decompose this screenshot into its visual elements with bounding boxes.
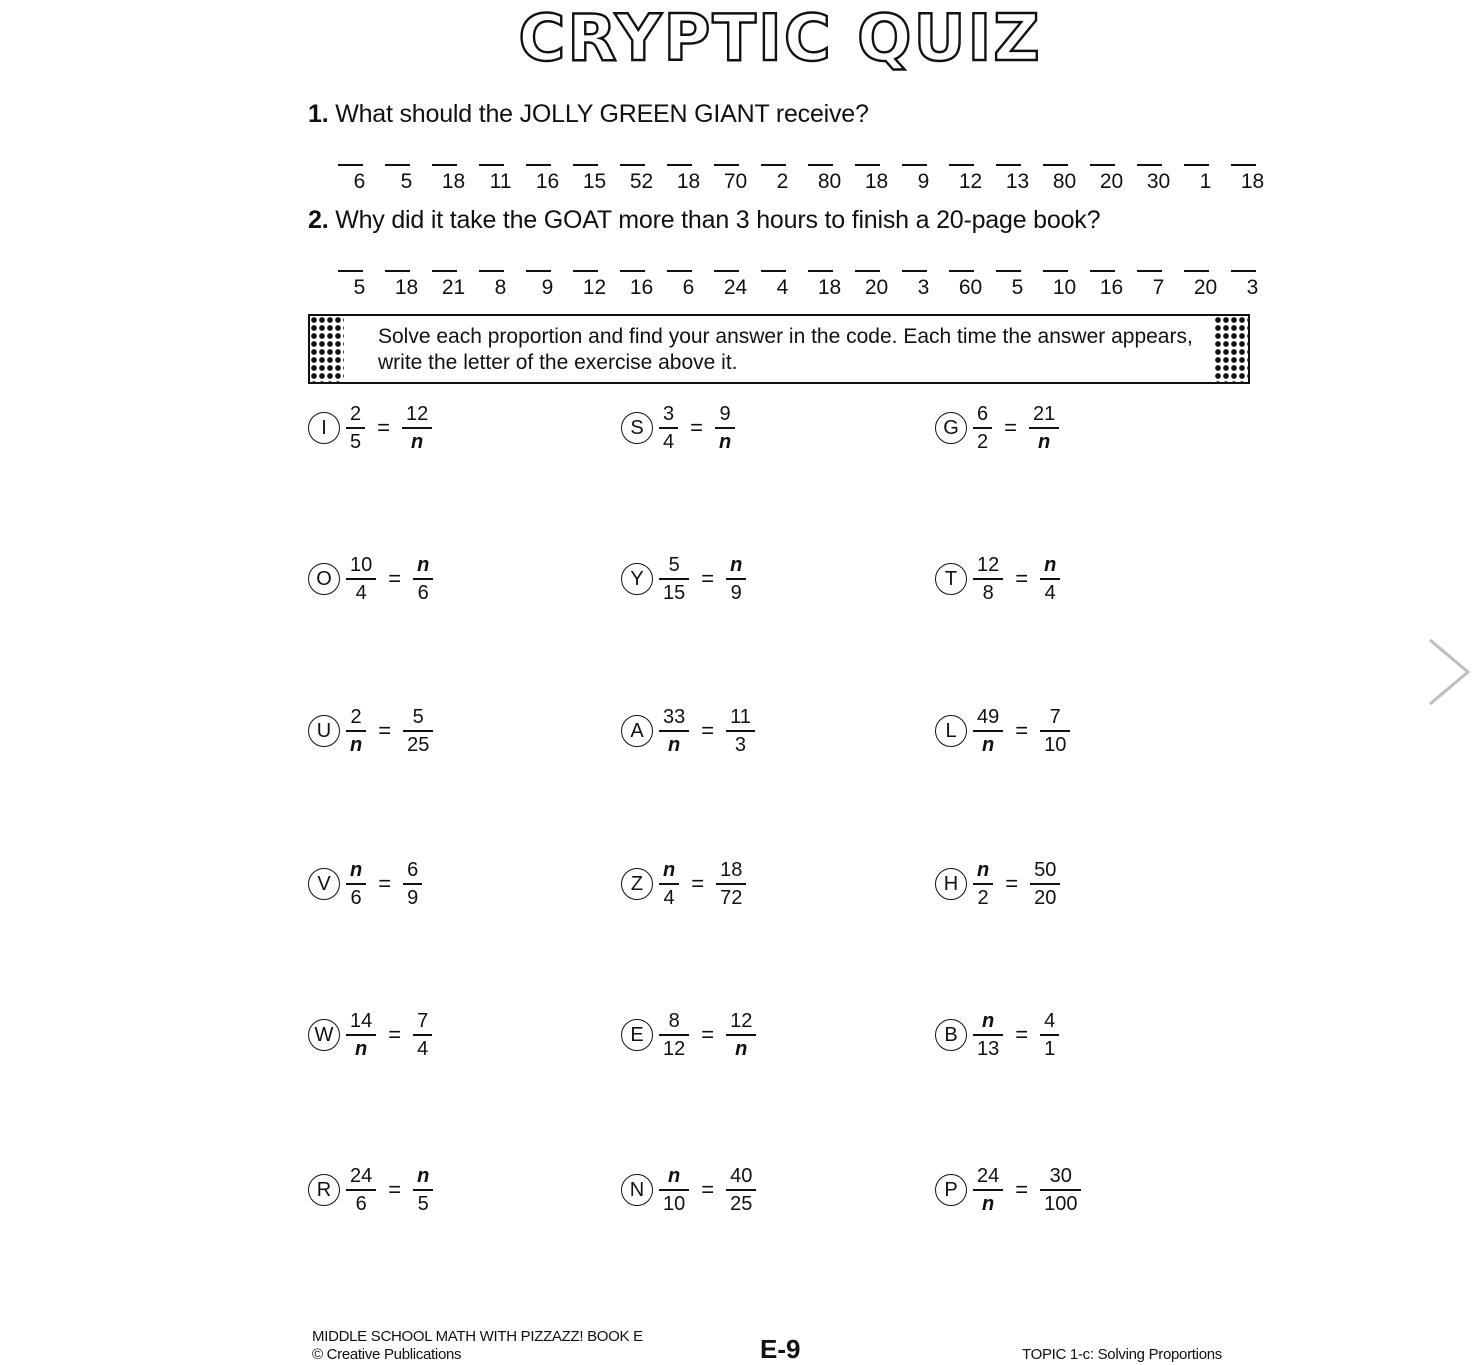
numerator: n bbox=[663, 859, 676, 882]
denominator: 5 bbox=[417, 1192, 429, 1215]
fraction bbox=[405, 706, 431, 755]
denominator: 12 bbox=[663, 1037, 686, 1060]
fraction-bar bbox=[726, 1034, 756, 1035]
numerator: n bbox=[417, 554, 430, 577]
exercise-letter: Z bbox=[621, 868, 653, 900]
fraction-bar bbox=[346, 1034, 376, 1035]
denominator: 5 bbox=[350, 430, 362, 453]
code-cell: 10 bbox=[1041, 270, 1088, 300]
exercise-h bbox=[935, 854, 1058, 914]
code-cell: 13 bbox=[994, 164, 1041, 194]
equals-sign: = bbox=[701, 718, 715, 743]
denominator: 6 bbox=[350, 886, 362, 909]
exercise-letter: W bbox=[308, 1019, 340, 1051]
fraction-bar bbox=[413, 578, 433, 579]
denominator: 8 bbox=[982, 581, 994, 604]
fraction-bar bbox=[1040, 1034, 1059, 1035]
numerator: 11 bbox=[730, 706, 751, 729]
exercise-w bbox=[308, 1005, 430, 1065]
equals-sign: = bbox=[1015, 566, 1029, 591]
numerator: n bbox=[730, 554, 743, 577]
footer-page-number: E-9 bbox=[760, 1334, 801, 1364]
numerator: 12 bbox=[977, 554, 1000, 577]
denominator: 4 bbox=[663, 430, 675, 453]
fraction-bar bbox=[973, 730, 1003, 731]
fraction-bar bbox=[659, 730, 689, 731]
fraction bbox=[415, 1010, 430, 1059]
fraction bbox=[348, 706, 364, 755]
equals-sign: = bbox=[1005, 871, 1019, 896]
numerator: 5 bbox=[412, 706, 424, 729]
numerator: 33 bbox=[663, 706, 686, 729]
exercise-z bbox=[621, 854, 744, 914]
fraction-bar bbox=[346, 427, 365, 428]
fraction-bar bbox=[1030, 883, 1060, 884]
numerator: 6 bbox=[977, 403, 989, 426]
fraction bbox=[728, 1165, 754, 1214]
footer-copyright: © Creative Publications bbox=[312, 1346, 462, 1363]
denominator: 72 bbox=[720, 886, 743, 909]
code-cell: 12 bbox=[571, 270, 618, 300]
code-cell: 80 bbox=[1041, 164, 1088, 194]
fraction bbox=[1042, 554, 1058, 603]
exercise-a bbox=[621, 701, 753, 761]
question-2-code-row bbox=[336, 270, 1276, 300]
fraction-bar bbox=[659, 1034, 689, 1035]
exercise-letter: H bbox=[935, 868, 967, 900]
code-cell: 11 bbox=[477, 164, 524, 194]
numerator: 21 bbox=[1032, 403, 1056, 426]
exercise-letter: U bbox=[308, 715, 340, 747]
exercise-p bbox=[935, 1160, 1079, 1220]
chevron-right-icon[interactable] bbox=[1424, 636, 1472, 708]
equals-sign: = bbox=[701, 566, 715, 591]
fraction bbox=[661, 403, 676, 452]
denominator: n bbox=[350, 733, 363, 756]
code-cell: 3 bbox=[1229, 270, 1276, 300]
numerator: n bbox=[982, 1010, 995, 1033]
fraction bbox=[975, 859, 991, 908]
fraction-bar bbox=[973, 1189, 1003, 1190]
exercise-letter: A bbox=[621, 715, 653, 747]
numerator: 7 bbox=[417, 1010, 429, 1033]
equals-sign: = bbox=[1015, 718, 1029, 743]
exercise-letter: O bbox=[308, 563, 340, 595]
numerator: 18 bbox=[720, 859, 743, 882]
equals-sign: = bbox=[378, 718, 392, 743]
equals-sign: = bbox=[1015, 1022, 1029, 1047]
fraction bbox=[348, 554, 374, 603]
exercise-y bbox=[621, 549, 744, 609]
fraction-bar bbox=[715, 427, 735, 428]
denominator: 100 bbox=[1044, 1192, 1078, 1215]
exercise-letter: B bbox=[935, 1019, 967, 1051]
exercise-s bbox=[621, 398, 733, 458]
code-cell: 60 bbox=[947, 270, 994, 300]
equals-sign: = bbox=[701, 1022, 715, 1047]
exercise-letter: R bbox=[308, 1174, 340, 1206]
denominator: 9 bbox=[730, 581, 742, 604]
fraction-bar bbox=[346, 730, 366, 731]
numerator: 4 bbox=[1044, 1010, 1056, 1033]
fraction-bar bbox=[659, 883, 679, 884]
fraction bbox=[661, 706, 687, 755]
code-cell: 80 bbox=[806, 164, 853, 194]
exercise-n bbox=[621, 1160, 754, 1220]
fraction bbox=[661, 859, 677, 908]
fraction bbox=[1031, 403, 1057, 452]
numerator: 24 bbox=[350, 1165, 373, 1188]
fraction bbox=[975, 706, 1001, 755]
fraction bbox=[1042, 1165, 1079, 1214]
code-cell: 16 bbox=[1088, 270, 1135, 300]
exercise-v bbox=[308, 854, 420, 914]
numerator: 50 bbox=[1034, 859, 1057, 882]
numerator: 12 bbox=[405, 403, 429, 426]
fraction-bar bbox=[1029, 427, 1059, 428]
fraction-bar bbox=[413, 1034, 432, 1035]
denominator: n bbox=[982, 733, 995, 756]
fraction bbox=[348, 403, 363, 452]
fraction bbox=[661, 554, 687, 603]
fraction bbox=[348, 859, 364, 908]
denominator: 6 bbox=[355, 1192, 367, 1215]
fraction-bar bbox=[973, 1034, 1003, 1035]
equals-sign: = bbox=[388, 1022, 402, 1047]
numerator: n bbox=[1044, 554, 1057, 577]
exercise-letter: V bbox=[308, 868, 340, 900]
code-cell: 20 bbox=[1088, 164, 1135, 194]
equals-sign: = bbox=[388, 1177, 402, 1202]
instructions-box bbox=[308, 314, 1250, 384]
denominator: 4 bbox=[355, 581, 367, 604]
code-cell: 18 bbox=[665, 164, 712, 194]
numerator: 12 bbox=[730, 1010, 753, 1033]
code-cell: 5 bbox=[994, 270, 1041, 300]
fraction bbox=[728, 706, 753, 755]
code-cell: 18 bbox=[383, 270, 430, 300]
code-cell: 16 bbox=[524, 164, 571, 194]
denominator: 25 bbox=[730, 1192, 753, 1215]
fraction-bar bbox=[1040, 578, 1060, 579]
fraction-bar bbox=[726, 730, 755, 731]
numerator: 49 bbox=[977, 706, 1000, 729]
denominator: 2 bbox=[977, 886, 989, 909]
equals-sign: = bbox=[388, 566, 402, 591]
denominator: 2 bbox=[977, 430, 989, 453]
fraction bbox=[405, 859, 420, 908]
code-cell: 24 bbox=[712, 270, 759, 300]
numerator: 10 bbox=[350, 554, 373, 577]
fraction-bar bbox=[659, 1189, 689, 1190]
denominator: 10 bbox=[1044, 733, 1067, 756]
code-cell: 5 bbox=[336, 270, 383, 300]
denominator: 9 bbox=[407, 886, 419, 909]
exercise-letter: Y bbox=[621, 563, 653, 595]
exercise-r bbox=[308, 1160, 431, 1220]
exercise-l bbox=[935, 701, 1068, 761]
fraction bbox=[728, 1010, 754, 1059]
numerator: 9 bbox=[719, 403, 731, 426]
fraction-bar bbox=[973, 578, 1003, 579]
question-1-number: 1. bbox=[308, 100, 329, 128]
question-1-text: What should the JOLLY GREEN GIANT receive? bbox=[335, 100, 869, 128]
denominator: 10 bbox=[663, 1192, 686, 1215]
fraction bbox=[1032, 859, 1058, 908]
fraction-bar bbox=[413, 1189, 433, 1190]
exercise-letter: G bbox=[935, 412, 967, 444]
footer-book-info bbox=[312, 1328, 643, 1364]
fraction bbox=[661, 1165, 687, 1214]
fraction-bar bbox=[716, 883, 746, 884]
fraction bbox=[975, 1010, 1001, 1059]
fraction bbox=[718, 859, 744, 908]
code-cell: 9 bbox=[524, 270, 571, 300]
exercise-letter: I bbox=[308, 412, 340, 444]
fraction-bar bbox=[973, 883, 993, 884]
fraction bbox=[661, 1010, 687, 1059]
code-cell: 20 bbox=[1182, 270, 1229, 300]
fraction-bar bbox=[659, 427, 678, 428]
code-cell: 8 bbox=[477, 270, 524, 300]
numerator: 30 bbox=[1049, 1165, 1072, 1188]
denominator: 1 bbox=[1044, 1037, 1056, 1060]
exercise-letter: S bbox=[621, 412, 653, 444]
question-2 bbox=[308, 206, 1100, 235]
code-cell: 18 bbox=[1229, 164, 1276, 194]
fraction bbox=[415, 1165, 431, 1214]
fraction bbox=[415, 554, 431, 603]
fraction-bar bbox=[973, 427, 992, 428]
denominator: n bbox=[718, 430, 732, 453]
code-cell: 12 bbox=[947, 164, 994, 194]
code-cell: 5 bbox=[383, 164, 430, 194]
exercise-i bbox=[308, 398, 430, 458]
numerator: 40 bbox=[730, 1165, 753, 1188]
exercise-g bbox=[935, 398, 1057, 458]
footer-book-title: MIDDLE SCHOOL MATH WITH PIZZAZZ! BOOK E bbox=[312, 1328, 643, 1345]
denominator: 13 bbox=[977, 1037, 1000, 1060]
code-cell: 3 bbox=[900, 270, 947, 300]
equals-sign: = bbox=[378, 871, 392, 896]
exercise-letter: T bbox=[935, 563, 967, 595]
fraction-bar bbox=[726, 578, 746, 579]
exercise-letter: N bbox=[621, 1174, 653, 1206]
code-cell: 70 bbox=[712, 164, 759, 194]
code-cell: 6 bbox=[336, 164, 383, 194]
exercise-letter: P bbox=[935, 1174, 967, 1206]
exercise-letter: L bbox=[935, 715, 967, 747]
numerator: 2 bbox=[350, 403, 362, 426]
numerator: n bbox=[417, 1165, 430, 1188]
question-2-text: Why did it take the GOAT more than 3 hours to finish a 20-page book? bbox=[335, 206, 1101, 234]
question-2-number: 2. bbox=[308, 206, 329, 234]
numerator: n bbox=[350, 859, 363, 882]
fraction-bar bbox=[346, 883, 366, 884]
numerator: 24 bbox=[977, 1165, 1000, 1188]
numerator: 2 bbox=[350, 706, 362, 729]
fraction bbox=[404, 403, 430, 452]
code-cell: 4 bbox=[759, 270, 806, 300]
page-title: CRYPTIC QUIZ bbox=[518, 2, 1042, 76]
code-cell: 1 bbox=[1182, 164, 1229, 194]
numerator: 3 bbox=[663, 403, 675, 426]
fraction bbox=[975, 403, 990, 452]
equals-sign: = bbox=[1015, 1177, 1029, 1202]
dot-pattern-left bbox=[310, 316, 344, 382]
denominator: 6 bbox=[417, 581, 429, 604]
question-1 bbox=[308, 100, 869, 129]
numerator: 6 bbox=[407, 859, 419, 882]
exercise-b bbox=[935, 1005, 1057, 1065]
code-cell: 7 bbox=[1135, 270, 1182, 300]
denominator: 4 bbox=[417, 1037, 429, 1060]
numerator: n bbox=[668, 1165, 681, 1188]
code-cell: 2 bbox=[759, 164, 806, 194]
fraction bbox=[975, 1165, 1001, 1214]
exercise-letter: E bbox=[621, 1019, 653, 1051]
fraction-bar bbox=[346, 578, 376, 579]
exercise-t bbox=[935, 549, 1058, 609]
code-cell: 9 bbox=[900, 164, 947, 194]
fraction-bar bbox=[659, 578, 689, 579]
exercise-e bbox=[621, 1005, 754, 1065]
code-cell: 18 bbox=[430, 164, 477, 194]
code-cell: 6 bbox=[665, 270, 712, 300]
numerator: 8 bbox=[668, 1010, 680, 1033]
code-cell: 18 bbox=[853, 164, 900, 194]
fraction-bar bbox=[402, 427, 432, 428]
denominator: n bbox=[1038, 430, 1051, 453]
denominator: n bbox=[982, 1192, 995, 1215]
fraction-bar bbox=[726, 1189, 756, 1190]
denominator: n bbox=[668, 733, 681, 756]
fraction-bar bbox=[1040, 730, 1070, 731]
code-cell: 52 bbox=[618, 164, 665, 194]
fraction bbox=[1042, 706, 1068, 755]
footer-topic: TOPIC 1-c: Solving Proportions bbox=[1022, 1346, 1222, 1363]
equals-sign: = bbox=[1004, 415, 1017, 440]
fraction bbox=[975, 554, 1001, 603]
question-1-code-row bbox=[336, 164, 1276, 194]
denominator: 25 bbox=[407, 733, 430, 756]
code-cell: 20 bbox=[853, 270, 900, 300]
denominator: 4 bbox=[1044, 581, 1056, 604]
denominator: 4 bbox=[663, 886, 675, 909]
code-cell: 30 bbox=[1135, 164, 1182, 194]
code-cell: 18 bbox=[806, 270, 853, 300]
denominator: 15 bbox=[663, 581, 686, 604]
equals-sign: = bbox=[701, 1177, 715, 1202]
fraction bbox=[348, 1165, 374, 1214]
numerator: 5 bbox=[668, 554, 680, 577]
fraction-bar bbox=[346, 1189, 376, 1190]
fraction bbox=[717, 403, 733, 452]
code-cell: 16 bbox=[618, 270, 665, 300]
numerator: n bbox=[977, 859, 990, 882]
equals-sign: = bbox=[691, 871, 705, 896]
fraction-bar bbox=[403, 883, 422, 884]
code-cell: 15 bbox=[571, 164, 618, 194]
code-cell: 21 bbox=[430, 270, 477, 300]
denominator: n bbox=[411, 430, 424, 453]
instructions-text: Solve each proportion and find your answer in the code. Each time the answer appears, write the letter of the exercise above it. bbox=[378, 325, 1193, 374]
exercise-u bbox=[308, 701, 431, 761]
exercise-o bbox=[308, 549, 431, 609]
numerator: 7 bbox=[1049, 706, 1061, 729]
dot-pattern-right bbox=[1214, 316, 1248, 382]
fraction bbox=[1042, 1010, 1057, 1059]
fraction bbox=[348, 1010, 374, 1059]
fraction-bar bbox=[403, 730, 433, 731]
fraction-bar bbox=[1040, 1189, 1081, 1190]
denominator: 3 bbox=[734, 733, 747, 756]
equals-sign: = bbox=[377, 415, 390, 440]
denominator: n bbox=[355, 1037, 368, 1060]
denominator: 20 bbox=[1034, 886, 1057, 909]
fraction bbox=[728, 554, 744, 603]
numerator: 14 bbox=[350, 1010, 373, 1033]
denominator: n bbox=[735, 1037, 748, 1060]
equals-sign: = bbox=[690, 415, 703, 440]
